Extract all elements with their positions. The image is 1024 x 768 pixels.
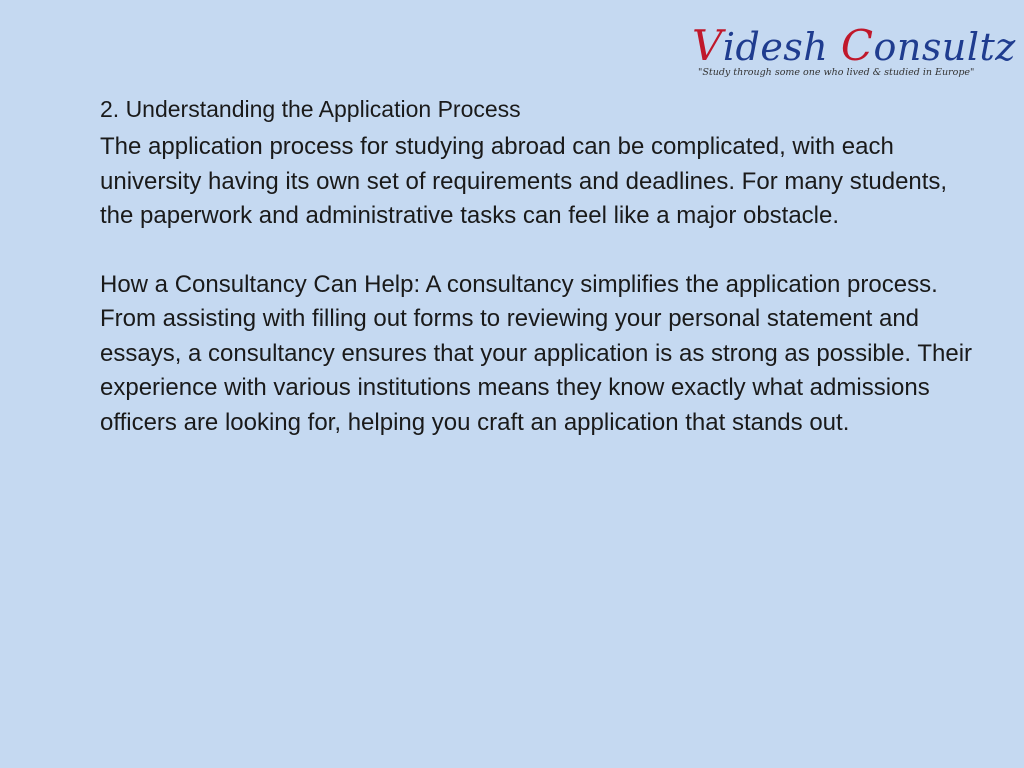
slide-content: [100, 92, 980, 440]
logo-text-idesh: idesh: [722, 25, 841, 69]
company-logo: [692, 21, 1016, 82]
paragraph-consultancy-help: How a Consultancy Can Help: A consultancy simplifies the application process. From assisting with filling out forms to reviewing your personal statement and essays, a consultancy ensures that your application is as strong as possible. Their experience with various institutions means they know exactly what admissions officers are looking for, helping you craft an application that stands out.: [100, 270, 973, 436]
section-heading: 2. Understanding the Application Process: [100, 96, 521, 122]
logo-initial-c: C: [840, 21, 874, 70]
paragraph-application-process: The application process for studying abroad can be complicated, with each university having its own set of requirements and deadlines. For many students, the paperwork and administrative tasks can feel like a major obstacle.: [100, 133, 948, 229]
logo-initial-v: V: [692, 21, 723, 70]
logo-wordmark: [692, 21, 1016, 70]
logo-tagline: "Study through some one who lived & studied in Europe": [698, 67, 975, 78]
logo-text-onsultz: onsultz: [873, 25, 1016, 69]
